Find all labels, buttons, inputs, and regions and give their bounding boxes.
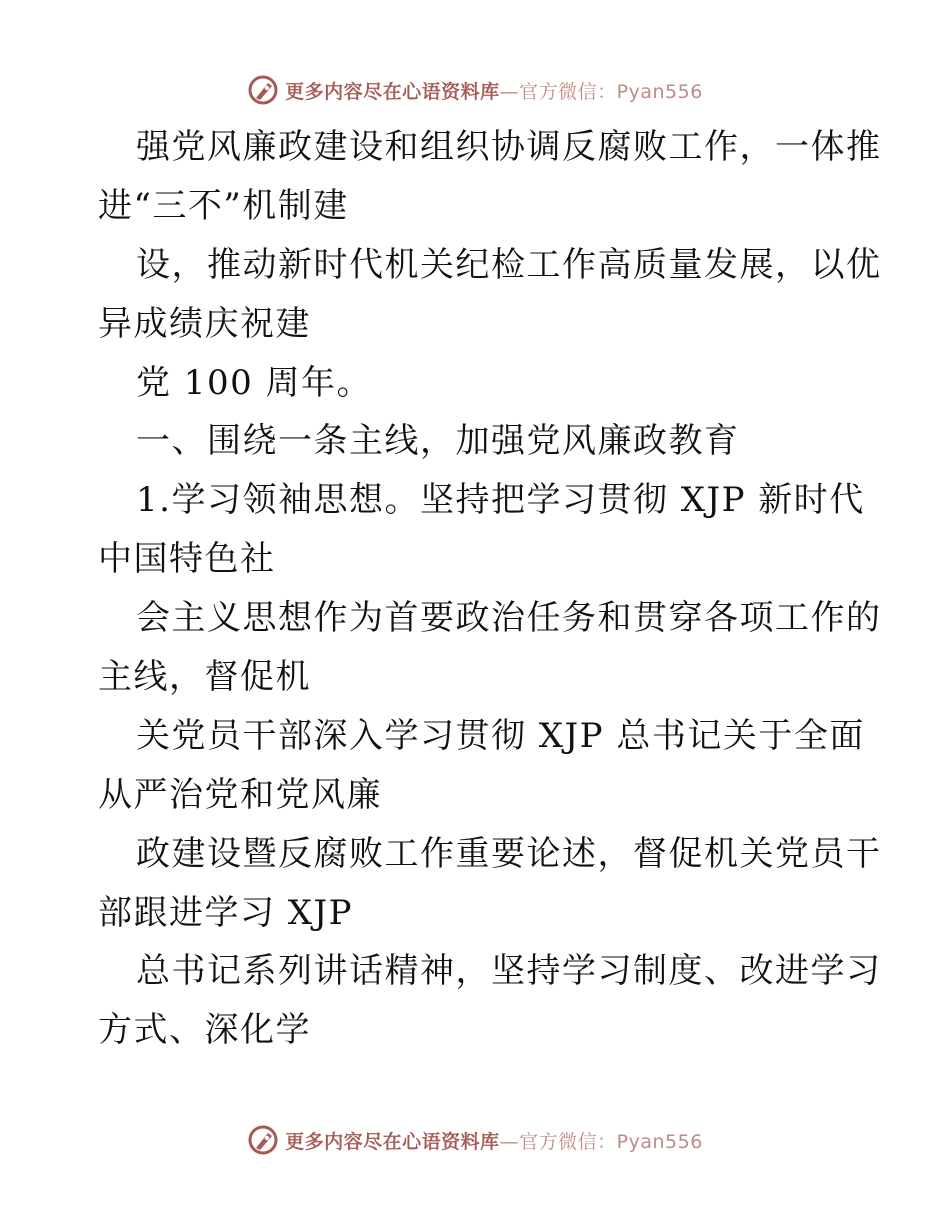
text-line: 方式、深化学 xyxy=(98,1010,311,1051)
text-line: 关党员干部深入学习贯彻 XJP 总书记关于全面 xyxy=(136,715,865,756)
text-line: 强党风廉政建设和组织协调反腐败工作，一体推 xyxy=(136,127,882,167)
text-line: 政建设暨反腐败工作重要论述，督促机关党员干 xyxy=(136,833,882,874)
text-line: 部跟进学习 XJP xyxy=(98,892,354,933)
text-line: 设，推动新时代机关纪检工作高质量发展，以优 xyxy=(136,244,882,285)
text-line: 总书记系列讲话精神，坚持学习制度、改进学习 xyxy=(136,951,882,992)
section-heading: 一、围绕一条主线，加强党风廉政教育 xyxy=(136,421,740,462)
text-line: 中国特色社 xyxy=(98,539,276,580)
pen-circle-logo-icon xyxy=(247,1124,279,1156)
pen-circle-logo-icon xyxy=(247,74,279,106)
header-banner xyxy=(0,70,950,110)
text-line: 异成绩庆祝建 xyxy=(98,303,311,344)
footer-banner xyxy=(0,1120,950,1160)
document-body xyxy=(98,118,882,1060)
text-line: 党 100 周年。 xyxy=(136,362,373,403)
text-line: 从严治党和党风廉 xyxy=(98,774,382,815)
banner-text: 更多内容尽在心语资料库—官方微信：Pyan556 xyxy=(285,1130,703,1153)
banner-text: 更多内容尽在心语资料库—官方微信：Pyan556 xyxy=(285,80,703,103)
text-line: 1.学习领袖思想。坚持把学习贯彻 XJP 新时代 xyxy=(136,480,865,521)
text-line: 进“三不”机制建 xyxy=(98,185,349,226)
text-line: 会主义思想作为首要政治任务和贯穿各项工作的 xyxy=(136,598,882,639)
text-line: 主线，督促机 xyxy=(98,657,311,698)
